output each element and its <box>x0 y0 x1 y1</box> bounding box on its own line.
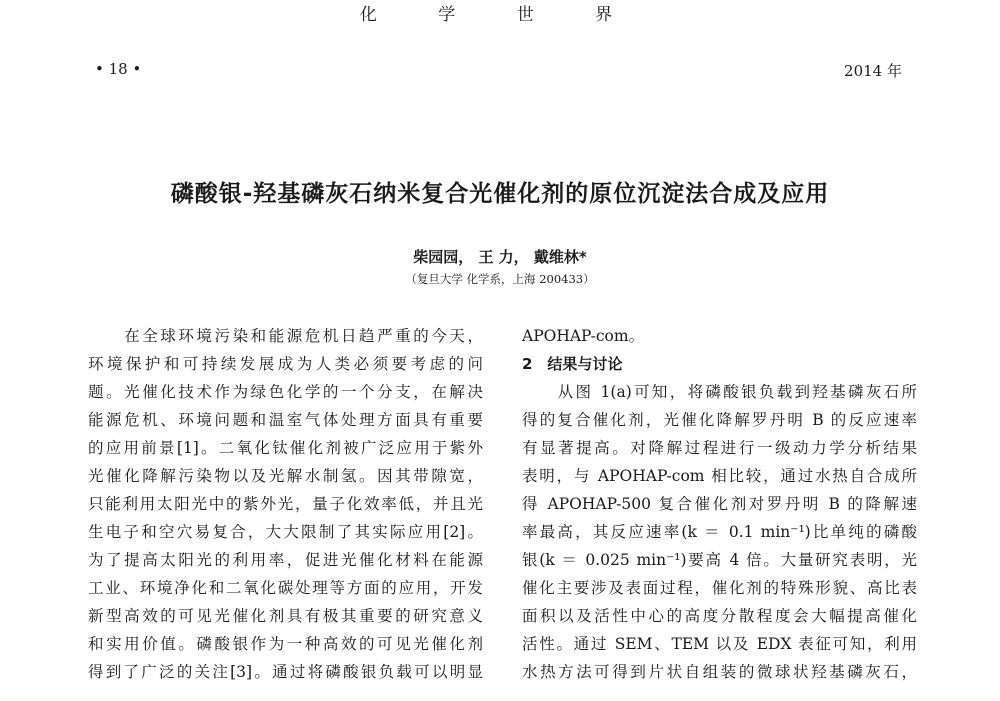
paper-title: 磷酸银-羟基磷灰石纳米复合光催化剂的原位沉淀法合成及应用 <box>170 181 830 207</box>
right-column <box>522 322 917 686</box>
body-line: 从图 1(a)可知，将磷酸银负载到羟基磷灰石所 <box>522 383 917 401</box>
left-column <box>88 322 483 686</box>
body-line: 得 APOHAP-500 复合催化剂对罗丹明 B 的降解速 <box>522 495 917 513</box>
body-line: 为了提高太阳光的利用率，促进光催化材料在能源 <box>88 551 483 569</box>
body-line: 得的复合催化剂，光催化降解罗丹明 B 的反应速率 <box>522 411 917 429</box>
body-line: 题。光催化技术作为绿色化学的一个分支，在解决 <box>88 383 483 401</box>
body-line: 有显著提高。对降解过程进行一级动力学分析结果 <box>522 439 917 457</box>
body-line: 光催化降解污染物以及光解水制氢。因其带隙宽， <box>88 467 483 485</box>
body-line: 生电子和空穴易复合，大大限制了其实际应用[2]。 <box>88 523 483 541</box>
body-line: 水热方法可得到片状自组装的微球状羟基磷灰石， <box>522 663 917 681</box>
body-line: 催化主要涉及表面过程，催化剂的特殊形貌、高比表 <box>522 579 917 597</box>
body-line: 银(k ＝ 0.025 min⁻¹)要高 4 倍。大量研究表明，光 <box>522 551 917 569</box>
body-line: 环境保护和可持续发展成为人类必须要考虑的问 <box>88 355 483 373</box>
journal-year: 2014 年 <box>844 62 902 80</box>
author-list: 柴园园， 王 力， 戴维林* <box>413 248 587 266</box>
body-line: 只能利用太阳光中的紫外光，量子化效率低，并且光 <box>88 495 483 513</box>
body-line: 活性。通过 SEM、TEM 以及 EDX 表征可知，利用 <box>522 635 917 653</box>
journal-name: 化 学 世 界 <box>359 5 641 25</box>
body-line: 和实用价值。磷酸银作为一种高效的可见光催化剂 <box>88 635 483 653</box>
section-heading: 2 结果与讨论 <box>522 355 623 373</box>
body-line: 的应用前景[1]。二氧化钛催化剂被广泛应用于紫外 <box>88 439 483 457</box>
body-line: 率最高，其反应速率(k ＝ 0.1 min⁻¹)比单纯的磷酸 <box>522 523 917 541</box>
body-line: 表明，与 APOHAP-com 相比较，通过水热自合成所 <box>522 467 917 485</box>
body-line: 能源危机、环境问题和温室气体处理方面具有重要 <box>88 411 483 429</box>
body-line: 在全球环境污染和能源危机日趋严重的今天， <box>88 327 483 345</box>
affiliation: （复旦大学 化学系，上海 200433） <box>405 272 595 286</box>
body-line: 得到了广泛的关注[3]。通过将磷酸银负载可以明显 <box>88 663 483 681</box>
body-line: APOHAP-com。 <box>522 327 645 345</box>
body-line: 新型高效的可见光催化剂具有极其重要的研究意义 <box>88 607 483 625</box>
page-number: • 18 • <box>95 60 142 78</box>
body-line: 面积以及活性中心的高度分散程度会大幅提高催化 <box>522 607 917 625</box>
body-line: 工业、环境净化和二氧化碳处理等方面的应用，开发 <box>88 579 483 597</box>
